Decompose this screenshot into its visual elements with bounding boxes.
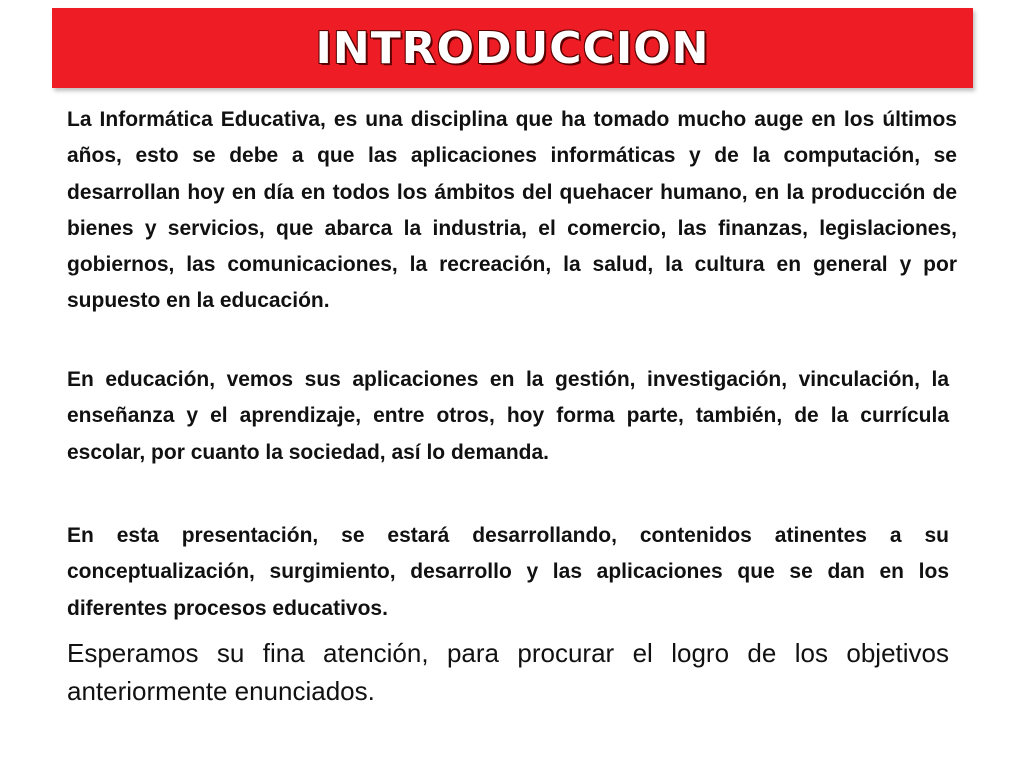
slide-title: INTRODUCCION <box>315 23 710 74</box>
paragraph-education: En educación, vemos sus aplicaciones en la gestión, investigación, vinculación, la enseñanza y el aprendizaje, entre otros, hoy forma parte, también, de la currícula escolar, por cuanto la sociedad, así lo demanda. <box>67 368 949 464</box>
paragraph-closing: Esperamos su fina atención, para procurar el logro de los objetivos anteriormente enunciados. <box>67 638 949 706</box>
paragraph-intro: La Informática Educativa, es una disciplina que ha tomado mucho auge en los últimos años, esto se debe a que las aplicaciones informáticas y de la computación, se desarrollan hoy en día en todos los ámbitos del quehacer humano, en la producción de bienes y servicios, que abarca la industria, el comercio, las finanzas, legislaciones, gobiernos, las comunicaciones, la recreación, la salud, la cultura en general y por supuesto en la educación. <box>67 108 957 313</box>
paragraph-presentation: En esta presentación, se estará desarrollando, contenidos atinentes a su conceptualización, surgimiento, desarrollo y las aplicaciones que se dan en los diferentes procesos educativos. <box>67 524 949 620</box>
title-banner <box>52 8 973 88</box>
